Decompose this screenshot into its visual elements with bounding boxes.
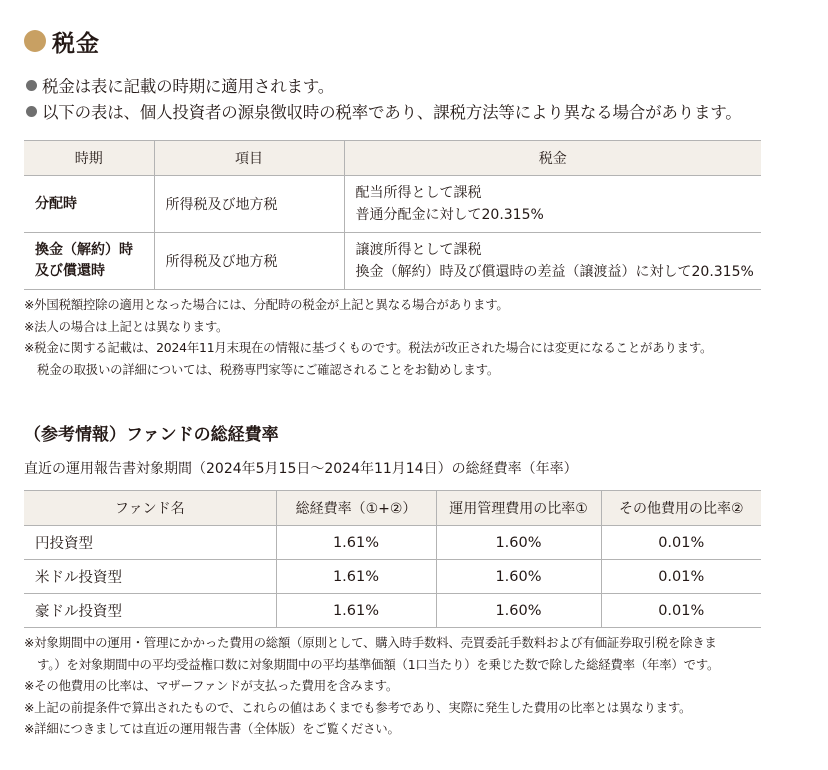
table-row <box>24 526 761 560</box>
tax-table <box>24 140 761 290</box>
column-header: ファンド名 <box>24 491 276 526</box>
expense-notes <box>24 632 784 740</box>
tax-line: 譲渡所得として課税 <box>355 242 482 258</box>
note-line: ※対象期間中の運用・管理にかかった費用の総額（原則として、購入時手数料、売買委託手数料および有価証券取引税を除きま <box>24 635 717 650</box>
item-cell: 所得税及び地方税 <box>154 233 344 290</box>
note-line: ※詳細につきましては直近の運用報告書（全体版）をご覧ください。 <box>24 721 400 736</box>
table-header-row <box>24 141 761 176</box>
bullet-text: 以下の表は、個人投資者の源泉徴収時の税率であり、課税方法等により異なる場合があります。 <box>42 103 742 122</box>
section-title: 税金 <box>52 30 100 57</box>
table-row <box>24 176 761 233</box>
period-cell <box>24 176 154 233</box>
item-cell: 所得税及び地方税 <box>154 176 344 233</box>
other-cost-cell: 0.01% <box>601 526 761 560</box>
column-header: 総経費率（①+②） <box>276 491 436 526</box>
bullet-text: 税金は表に記載の時期に適用されます。 <box>42 77 335 96</box>
fund-name-cell: 豪ドル投資型 <box>24 594 276 628</box>
tax-notes <box>24 294 784 380</box>
column-header: 税金 <box>344 141 761 176</box>
tax-line: 換金（解約）時及び償還時の差益（譲渡益）に対して20.315% <box>355 264 754 280</box>
column-header: 項目 <box>154 141 344 176</box>
fund-name-cell: 円投資型 <box>24 526 276 560</box>
tax-line: 配当所得として課税 <box>355 185 482 201</box>
column-header: その他費用の比率② <box>601 491 761 526</box>
column-header: 時期 <box>24 141 154 176</box>
table-header-row <box>24 491 761 526</box>
total-expense-cell: 1.61% <box>276 594 436 628</box>
column-header: 運用管理費用の比率① <box>436 491 601 526</box>
note-line: ※上記の前提条件で算出されたもので、これらの値はあくまでも参考であり、実際に発生した費用の比率とは異なります。 <box>24 699 692 715</box>
bullet-item <box>26 98 816 124</box>
reference-title: （参考情報）ファンドの総経費率 <box>24 425 279 445</box>
note-line: す。）を対象期間中の平均受益権口数に対象期間中の平均基準価額（1口当たり）を乗じた数で除した総経費率（年率）です。 <box>37 656 720 672</box>
other-cost-cell: 0.01% <box>601 594 761 628</box>
tax-cell <box>344 233 761 290</box>
period-line: 分配時 <box>35 195 77 212</box>
management-fee-cell: 1.60% <box>436 594 601 628</box>
note-line: ※外国税額控除の適用となった場合には、分配時の税金が上記と異なる場合があります。 <box>24 297 509 312</box>
note-line: 税金の取扱いの詳細については、税務専門家等にご確認されることをお勧めします。 <box>37 361 500 377</box>
tax-line: 普通分配金に対して20.315% <box>355 207 544 223</box>
expense-ratio-table <box>24 490 761 628</box>
fund-name-cell: 米ドル投資型 <box>24 560 276 594</box>
total-expense-cell: 1.61% <box>276 526 436 560</box>
tax-cell <box>344 176 761 233</box>
section-heading <box>24 26 100 56</box>
total-expense-cell: 1.61% <box>276 560 436 594</box>
circle-bullet-icon <box>24 30 46 52</box>
period-line: 換金（解約）時 <box>35 242 133 258</box>
note-line: ※税金に関する記載は、2024年11月末現在の情報に基づくものです。税法が改正された場合には変更になることがあります。 <box>24 340 713 355</box>
note-line: ※その他費用の比率は、マザーファンドが支払った費用を含みます。 <box>24 678 399 693</box>
bullet-dot-icon <box>26 106 37 117</box>
note-line: ※法人の場合は上記とは異なります。 <box>24 318 229 334</box>
bullet-item <box>26 72 816 98</box>
period-line: 及び償還時 <box>35 263 105 279</box>
management-fee-cell: 1.60% <box>436 526 601 560</box>
table-row <box>24 594 761 628</box>
reference-period: 直近の運用報告書対象期間（2024年5月15日～2024年11月14日）の総経費率（年率） <box>24 461 578 477</box>
other-cost-cell: 0.01% <box>601 560 761 594</box>
table-row <box>24 233 761 290</box>
bullet-dot-icon <box>26 80 37 91</box>
management-fee-cell: 1.60% <box>436 560 601 594</box>
table-row <box>24 560 761 594</box>
bullet-list <box>26 72 816 124</box>
period-cell <box>24 233 154 290</box>
